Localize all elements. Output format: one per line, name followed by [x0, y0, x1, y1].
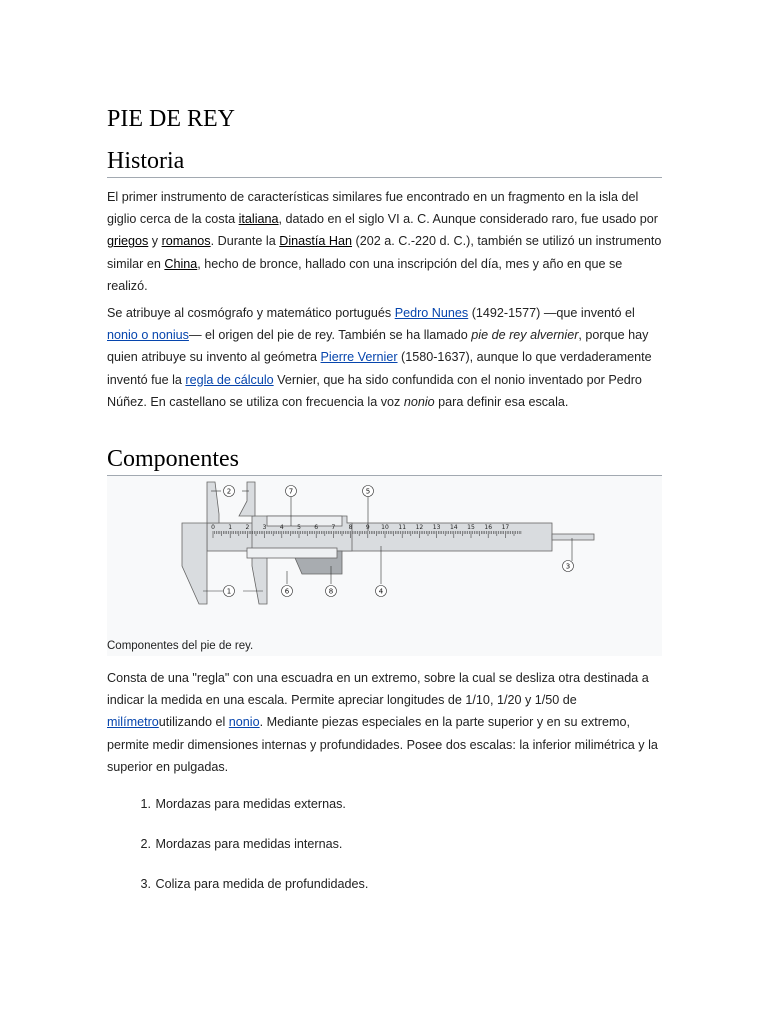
- callout-1: 1: [226, 587, 232, 596]
- link-italiana[interactable]: italiana: [238, 212, 279, 227]
- scale-label: 8: [348, 524, 353, 531]
- section-heading-historia: Historia: [107, 146, 662, 178]
- figure-caption: Componentes del pie de rey.: [107, 640, 254, 652]
- list-number: 3.: [140, 877, 151, 891]
- scale-label: 13: [432, 524, 441, 531]
- callout-5: 5: [365, 487, 371, 496]
- text-run: , hecho de bronce, hallado con una inscripción del día, mes y año en que se realizó.: [107, 256, 623, 293]
- scale-label: 2: [245, 524, 250, 531]
- fixed-jaw-lower: [182, 523, 207, 604]
- text-run: — el origen del pie de rey. También se ha llamado: [188, 328, 472, 343]
- callout-2: 2: [226, 487, 232, 496]
- caliper-diagram: [107, 476, 662, 636]
- scale-label: 14: [449, 524, 458, 531]
- componentes-paragraph-1: [107, 667, 662, 778]
- link-romanos[interactable]: romanos: [161, 234, 211, 249]
- link-milimetro[interactable]: milímetro: [107, 715, 159, 730]
- callout-7: 7: [288, 487, 294, 496]
- scale-label: 17: [501, 524, 510, 531]
- text-run: . Durante la: [210, 234, 280, 249]
- scale-label: 12: [415, 524, 424, 531]
- link-dinastia-han[interactable]: Dinastía Han: [279, 234, 353, 249]
- components-list: [107, 793, 662, 913]
- text-run: y: [148, 234, 162, 249]
- section-heading-componentes: Componentes: [107, 444, 662, 476]
- text-run: Consta de una "regla" con una escuadra en un extremo, sobre la cual se desliza otra destinada a indicar la medida en una escala. Permite apreciar longitudes de 1/10, 1/20 y 1/50 de: [107, 671, 649, 708]
- list-text: Mordazas para medidas internas.: [155, 837, 343, 851]
- scale-label: 4: [279, 524, 284, 531]
- historia-paragraph-1: [107, 186, 662, 297]
- callout-3: 3: [565, 562, 571, 571]
- text-run: , porque hay quien atribuye su invento al geómetra: [107, 328, 649, 365]
- list-number: 2.: [140, 837, 151, 851]
- text-run: (202 a. C.-220 d. C.), también se utilizó un instrumento similar en: [107, 234, 662, 271]
- link-griegos[interactable]: griegos: [107, 234, 149, 249]
- scale-label: 5: [297, 524, 301, 531]
- historia-paragraph-2: [107, 302, 662, 413]
- page-title: PIE DE REY: [107, 106, 235, 132]
- scale-label: 15: [467, 524, 475, 531]
- callout-6: 6: [284, 587, 290, 596]
- callout-4: 4: [378, 587, 384, 596]
- link-china[interactable]: China: [164, 256, 198, 271]
- scale-label: 3: [262, 524, 267, 531]
- scale-label: 9: [365, 524, 370, 531]
- link-regla-de-calculo[interactable]: regla de cálculo: [185, 372, 274, 387]
- text-run: El primer instrumento de características similares fue encontrado en un fragmento en la isla del giglio cerca de la costa: [107, 190, 639, 227]
- scale-label: 1: [228, 524, 233, 531]
- emphasis-text: pie de rey: [471, 328, 527, 343]
- list-item: [107, 873, 662, 913]
- scale-label: 16: [484, 524, 493, 531]
- list-item: [107, 833, 662, 873]
- link-nonio-o-nonius[interactable]: nonio o nonius: [107, 328, 189, 343]
- list-text: Coliza para medida de profundidades.: [155, 877, 369, 891]
- text-run: (1492-1577) —que inventó el: [468, 306, 635, 320]
- text-run: (1580-1637), aunque lo que verdaderamente inventó fue la: [107, 350, 652, 387]
- list-number: 1.: [140, 797, 151, 811]
- link-nonio[interactable]: nonio: [228, 715, 260, 730]
- emphasis-text: nonio: [403, 394, 435, 409]
- link-pedro-nunes[interactable]: Pedro Nunes: [394, 306, 469, 320]
- vernier-scale: [247, 548, 337, 558]
- text-run: Se atribuye al cosmógrafo y matemático portugués: [107, 306, 395, 320]
- scale-label: 0: [211, 524, 215, 531]
- text-run: . Mediante piezas especiales en la parte superior y en su extremo, permite medir dimensiones internas y profundidades. Posee dos escalas: la inferior milimétrica y la superior en pulgadas.: [107, 715, 658, 774]
- text-run: Vernier, que ha sido confundida con el nonio inventado por Pedro Núñez. En castellano se utiliza con frecuencia la voz: [107, 372, 642, 409]
- depth-rod: [552, 534, 594, 540]
- list-text: Mordazas para medidas externas.: [155, 797, 346, 811]
- callout-8: 8: [328, 587, 334, 596]
- list-item: [107, 793, 662, 833]
- scale-label: 7: [331, 524, 336, 531]
- text-run: para definir esa escala.: [434, 394, 569, 409]
- text-run: , datado en el siglo VI a. C. Aunque considerado raro, fue usado por: [278, 212, 658, 227]
- link-pierre-vernier[interactable]: Pierre Vernier: [320, 350, 398, 365]
- emphasis-text: alvernier: [530, 328, 579, 343]
- fixed-jaw-upper: [207, 482, 219, 523]
- scale-label: 11: [398, 524, 407, 531]
- caliper-figure: [107, 476, 662, 656]
- scale-label: 10: [381, 524, 389, 531]
- slider-upper-jaw: [239, 482, 255, 516]
- text-run: utilizando el: [158, 715, 229, 730]
- scale-label: 6: [314, 524, 319, 531]
